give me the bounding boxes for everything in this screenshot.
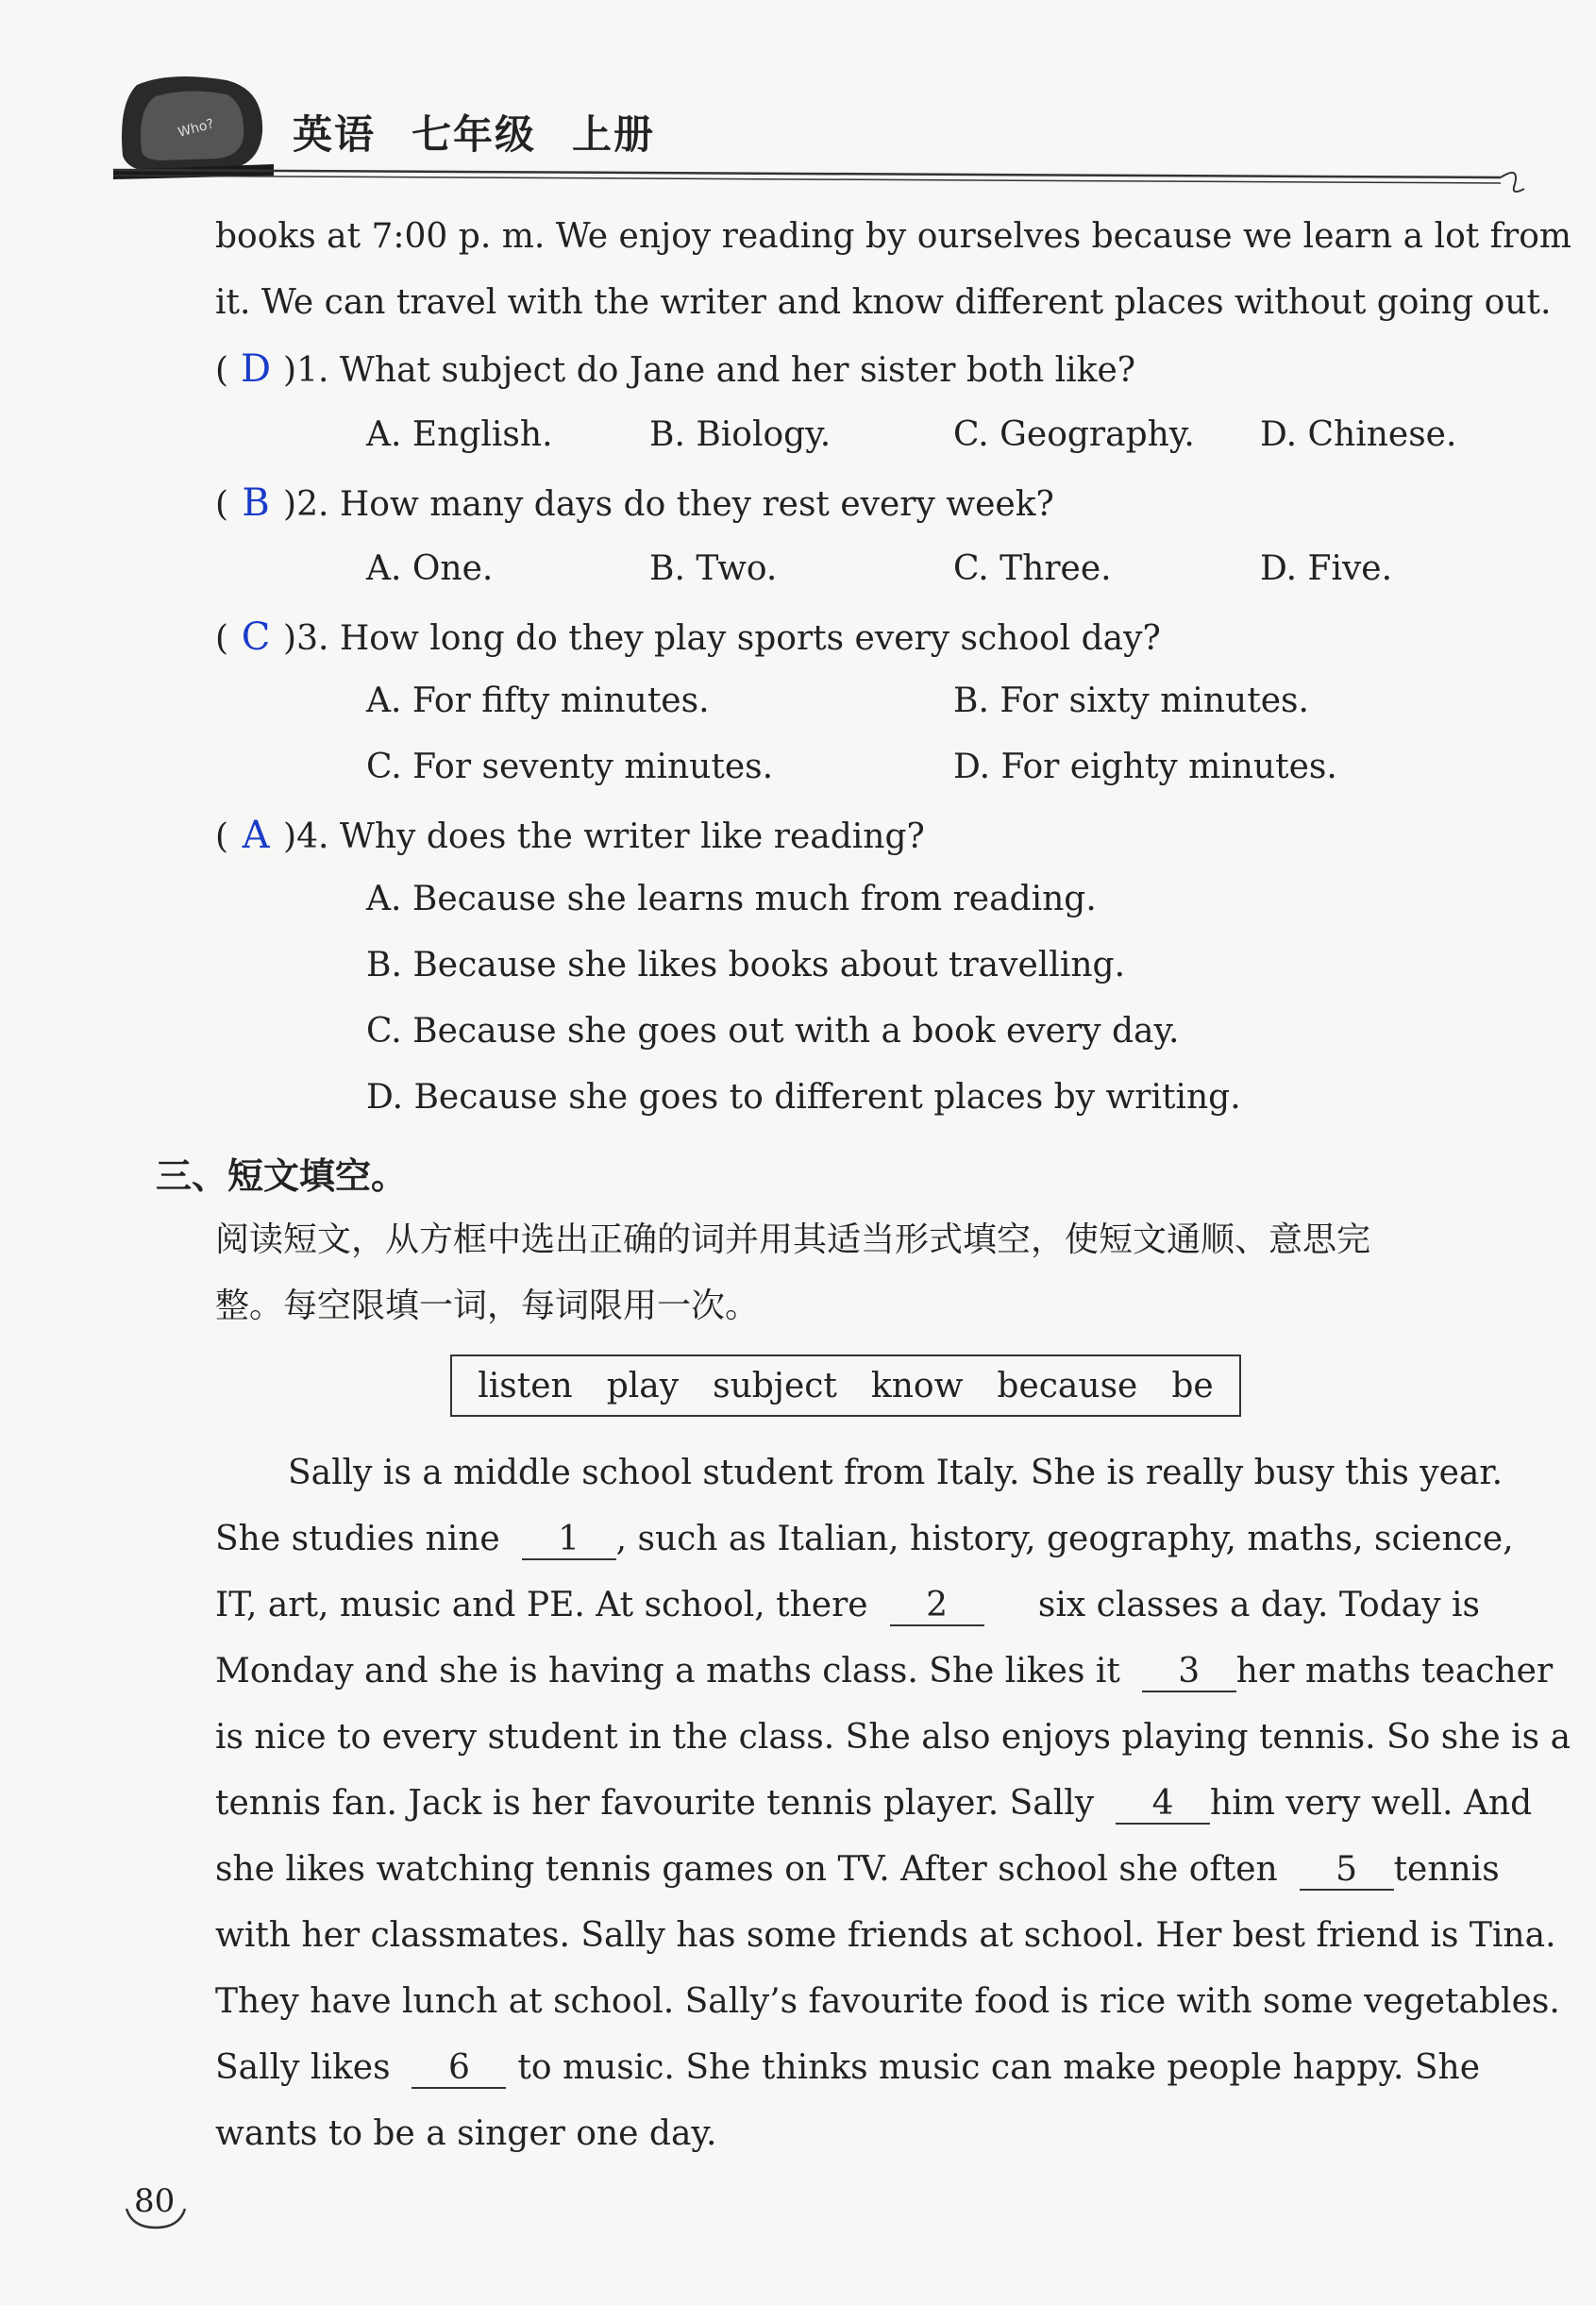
question-stem: )2. How many days do they rest every week?	[283, 485, 1054, 524]
word-option: know	[870, 1366, 964, 1405]
question-4: ( A )4. Why does the writer like reading?	[215, 814, 925, 857]
option: D. Chinese.	[1260, 415, 1457, 454]
passage-line: Sally is a middle school student from Italy. She is really busy this year.	[288, 1454, 1504, 1492]
text-segment: tennis	[1393, 1850, 1500, 1889]
question-1: ( D )1. What subject do Jane and her sister both like?	[215, 347, 1136, 391]
passage-line: it. We can travel with the writer and know different places without going out.	[215, 283, 1552, 322]
passage-line: books at 7:00 p. m. We enjoy reading by ourselves because we learn a lot from	[215, 217, 1572, 256]
question-stem: )1. What subject do Jane and her sister both like?	[283, 351, 1136, 390]
text-segment: She studies nine	[215, 1520, 500, 1558]
question-stem: )3. How long do they play sports every school day?	[283, 619, 1161, 658]
passage-line: with her classmates. Sally has some friends at school. Her best friend is Tina.	[215, 1916, 1556, 1955]
word-box	[450, 1354, 1241, 1417]
grade-label: 七年级	[412, 111, 537, 158]
answer-3: C	[241, 615, 271, 659]
answer-1: D	[241, 347, 272, 391]
word-option: subject	[713, 1366, 837, 1405]
question-2: ( B )2. How many days do they rest every week?	[215, 481, 1054, 525]
blank-5[interactable]: 5	[1300, 1851, 1394, 1891]
text-segment: Sally likes	[215, 2048, 391, 2087]
option: D. Because she goes to different places by writing.	[366, 1078, 1241, 1117]
word-option: listen	[478, 1366, 573, 1405]
subject-label: 英语	[293, 111, 377, 158]
text-segment: him very well. And	[1210, 1784, 1533, 1823]
blank-4[interactable]: 4	[1116, 1785, 1210, 1825]
header-rule	[104, 160, 1538, 198]
option: C. For seventy minutes.	[366, 748, 774, 786]
option: D. Five.	[1260, 549, 1393, 588]
instruction: 阅读短文，从方框中选出正确的词并用其适当形式填空，使短文通顺、意思完	[215, 1220, 1371, 1259]
blank-3[interactable]: 3	[1142, 1653, 1236, 1692]
text-segment: her maths teacher	[1235, 1652, 1554, 1691]
word-option: be	[1171, 1366, 1214, 1405]
word-option: play	[606, 1366, 680, 1405]
svg-text:Who?: Who?	[176, 116, 216, 141]
option: C. Three.	[953, 549, 1112, 588]
text-segment: Monday and she is having a maths class. She likes it	[215, 1652, 1120, 1691]
question-3: ( C )3. How long do they play sports every school day?	[215, 615, 1161, 659]
text-segment: IT, art, music and PE. At school, there	[215, 1586, 868, 1624]
section-title: 三、短文填空。	[156, 1155, 408, 1197]
option: A. One.	[366, 549, 494, 588]
book-title	[293, 104, 691, 160]
option: C. Geography.	[953, 415, 1195, 454]
passage-line	[215, 1586, 1480, 1626]
text-segment: to music. She thinks music can make people happy. She	[517, 2048, 1480, 2087]
blank-2[interactable]: 2	[890, 1587, 984, 1626]
answer-4: A	[242, 814, 270, 857]
option: A. Because she learns much from reading.	[366, 880, 1097, 918]
passage-line	[215, 1784, 1533, 1825]
passage-line: is nice to every student in the class. She also enjoys playing tennis. So she is a	[215, 1718, 1571, 1757]
passage-line	[215, 1652, 1554, 1692]
option: C. Because she goes out with a book every day.	[366, 1012, 1180, 1051]
instruction: 整。每空限填一词，每词限用一次。	[215, 1287, 760, 1325]
passage-line: They have lunch at school. Sally’s favourite food is rice with some vegetables.	[215, 1982, 1560, 2021]
page-header	[104, 57, 1538, 189]
answer-2: B	[242, 481, 270, 525]
page-number: 80	[134, 2182, 176, 2220]
option: A. English.	[366, 415, 553, 454]
volume-label: 上册	[572, 111, 656, 158]
option: A. For fifty minutes.	[366, 681, 710, 720]
word-option: because	[997, 1366, 1138, 1405]
passage-line: wants to be a singer one day.	[215, 2114, 717, 2153]
blank-6[interactable]: 6	[412, 2049, 506, 2089]
option: B. Two.	[649, 549, 778, 588]
option: D. For eighty minutes.	[953, 748, 1337, 786]
blank-1[interactable]: 1	[522, 1521, 616, 1560]
text-segment: six classes a day. Today is	[1037, 1586, 1480, 1624]
text-segment: , such as Italian, history, geography, maths, science,	[615, 1520, 1514, 1558]
passage-line	[215, 1520, 1514, 1560]
passage-line	[215, 1850, 1500, 1891]
text-segment: tennis fan. Jack is her favourite tennis player. Sally	[215, 1784, 1095, 1823]
text-segment: she likes watching tennis games on TV. After school she often	[215, 1850, 1278, 1889]
option: B. Because she likes books about travelling.	[366, 946, 1126, 984]
passage-line	[215, 2048, 1480, 2089]
option: B. For sixty minutes.	[953, 681, 1309, 720]
option: B. Biology.	[649, 415, 832, 454]
question-stem: )4. Why does the writer like reading?	[283, 817, 925, 856]
